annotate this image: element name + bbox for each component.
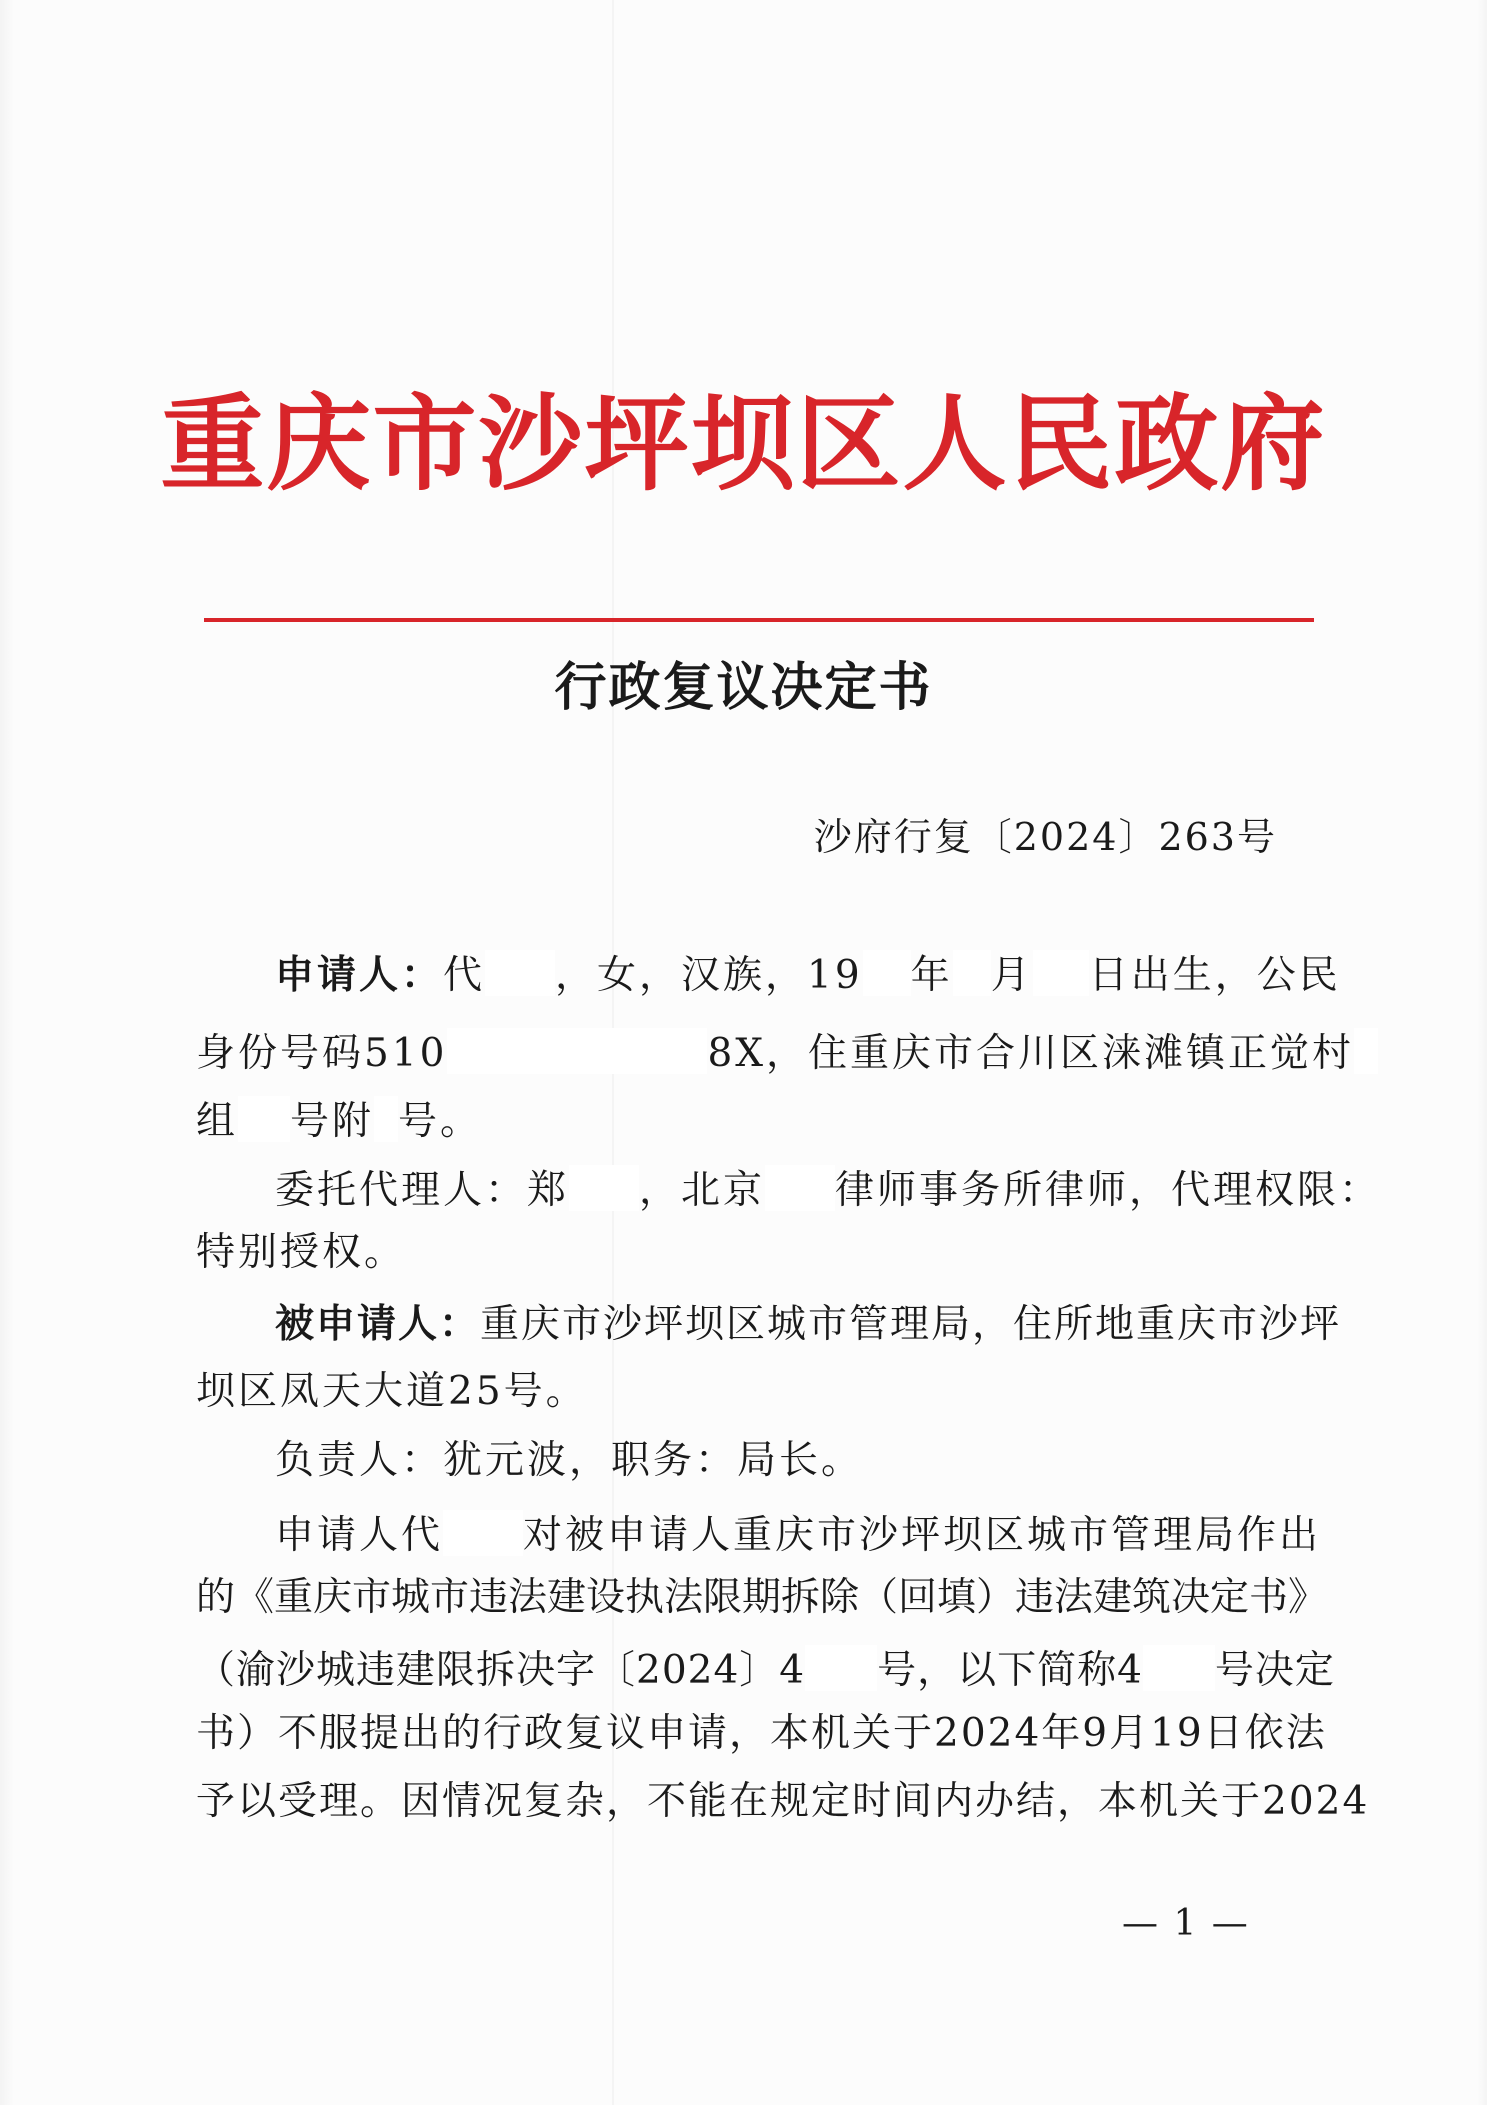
redaction-block [485,950,555,996]
responsible-person: 负责人：犹元波，职务：局长。 [275,1438,864,1483]
applicant-line-2 [196,1028,1378,1074]
applicant-text: 年 [910,953,953,998]
narrative-line-3 [196,1645,1335,1691]
respondent-line-2: 坝区凤天大道25号。 [196,1369,588,1414]
redaction-block [1354,1028,1378,1074]
narrative-text: 申请人代 [275,1513,444,1558]
respondent-label: 被申请人： [275,1301,481,1347]
narrative-line-2: 的《重庆市城市违法建设执法限期拆除（回填）违法建筑决定书》 [196,1575,1328,1620]
narrative-line-4: 书）不服提出的行政复议申请，本机关于2024年9月19日依法 [196,1711,1327,1756]
redaction-block [953,950,991,996]
agent-text: 律师事务所律师，代理权限： [835,1168,1382,1213]
applicant-text: 号。 [398,1099,483,1144]
narrative-text: （渝沙城违建限拆决字〔2024〕4 [196,1648,806,1693]
redaction-block [447,1028,707,1074]
agent-text: ，北京 [639,1168,766,1213]
redaction-block [765,1165,835,1211]
respondent-line-1 [275,1301,1342,1347]
redaction-block [805,1645,877,1691]
redaction-block [1143,1645,1215,1691]
issuing-organization-header: 重庆市沙坪坝区人民政府 [160,382,1327,505]
applicant-line-1 [275,950,1341,996]
applicant-text: 号附 [290,1099,375,1144]
redaction-block [374,1096,398,1142]
redaction-block [238,1096,290,1142]
agent-line-2: 特别授权。 [196,1230,407,1275]
applicant-text: 组 [196,1099,239,1144]
document-title: 行政复议决定书 [554,657,933,718]
applicant-text: ，女，汉族，19 [555,953,863,998]
applicant-text: 月 [990,953,1033,998]
narrative-text: 对被申请人重庆市沙坪坝区城市管理局作出 [523,1513,1322,1558]
redaction-block [1033,950,1089,996]
agent-text: 委托代理人：郑 [275,1168,570,1213]
redaction-block [443,1510,523,1556]
applicant-label: 申请人： [275,952,444,998]
red-header-rule [204,618,1314,622]
applicant-line-3 [196,1096,482,1142]
applicant-text: 身份号码510 [196,1031,448,1076]
applicant-text: 代 [443,953,486,998]
page-number: — 1 — [1122,1903,1250,1944]
applicant-text: 日出生，公民 [1088,953,1341,998]
applicant-text: 8X，住重庆市合川区涞滩镇正觉村 [707,1031,1355,1076]
narrative-line-1 [275,1510,1321,1556]
narrative-text: 号决定 [1214,1648,1335,1693]
redaction-block [569,1165,639,1211]
redaction-block [863,950,911,996]
narrative-line-5: 予以受理。因情况复杂，不能在规定时间内办结，本机关于2024 [196,1779,1370,1824]
agent-line-1 [275,1165,1381,1211]
respondent-text: 重庆市沙坪坝区城市管理局，住所地重庆市沙坪 [480,1302,1342,1347]
narrative-text: 号，以下简称4 [877,1648,1143,1693]
document-number: 沙府行复〔2024〕263号 [813,815,1277,859]
